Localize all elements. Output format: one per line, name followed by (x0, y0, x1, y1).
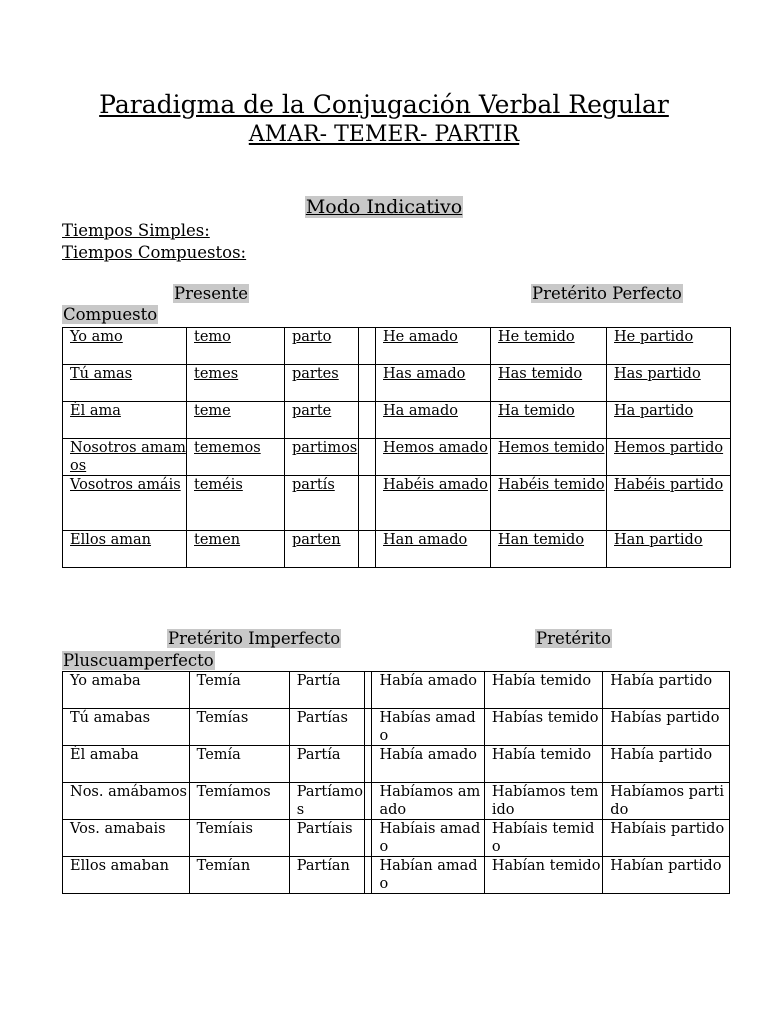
table-cell: Habíamos partido (603, 783, 730, 820)
table-cell: Temía (189, 672, 289, 709)
table-row (63, 439, 731, 476)
table-spacer-cell (359, 328, 376, 365)
table-spacer-cell (365, 709, 372, 746)
page-title: Paradigma de la Conjugación Verbal Regular (99, 90, 669, 119)
table-cell: Han amado (376, 531, 491, 568)
table-cell: parto (285, 328, 359, 365)
table-cell: Partías (289, 709, 365, 746)
table-row (63, 402, 731, 439)
table-spacer-cell (359, 531, 376, 568)
table-cell: parte (285, 402, 359, 439)
mode-heading: Modo Indicativo (305, 196, 463, 218)
table-cell: temes (187, 365, 285, 402)
table-cell: Vosotros amáis (63, 476, 187, 531)
table-cell: Temían (189, 857, 289, 894)
table-cell: Partían (289, 857, 365, 894)
table-cell: Hemos temido (491, 439, 607, 476)
table-cell: Yo amaba (63, 672, 190, 709)
table-cell: Habían temido (484, 857, 602, 894)
table-cell: Había amado (372, 672, 484, 709)
table-cell: Él ama (63, 402, 187, 439)
table-spacer-cell (365, 746, 372, 783)
section1-table (62, 327, 731, 568)
table-cell: Partíamos (289, 783, 365, 820)
table-row (63, 857, 730, 894)
page-subtitle: AMAR- TEMER- PARTIR (248, 122, 520, 147)
table-cell: Él amaba (63, 746, 190, 783)
table-cell: Has amado (376, 365, 491, 402)
table-cell: tememos (187, 439, 285, 476)
table-cell: Partía (289, 746, 365, 783)
table-cell: Habéis temido (491, 476, 607, 531)
compound-tenses-label: Tiempos Compuestos: (62, 243, 247, 262)
table-cell: Habías partido (603, 709, 730, 746)
table-cell: Habéis partido (607, 476, 731, 531)
section2-table (62, 671, 730, 894)
table-cell: Hemos amado (376, 439, 491, 476)
table-cell: Temías (189, 709, 289, 746)
table-cell: Has partido (607, 365, 731, 402)
table-spacer-cell (365, 672, 372, 709)
table-cell: Habéis amado (376, 476, 491, 531)
table-row (63, 531, 731, 568)
section2-left-heading: Pretérito Imperfecto (168, 629, 341, 648)
table-cell: partes (285, 365, 359, 402)
table-cell: Has temido (491, 365, 607, 402)
table-cell: partimos (285, 439, 359, 476)
table-cell: Habíamos temido (484, 783, 602, 820)
table-cell: Ellos amaban (63, 857, 190, 894)
table-cell: Vos. amabais (63, 820, 190, 857)
table-spacer-cell (359, 439, 376, 476)
section1-right-heading: Pretérito Perfecto (532, 284, 682, 303)
table-cell: Habíais temido (484, 820, 602, 857)
table-row (63, 476, 731, 531)
table-cell: Había amado (372, 746, 484, 783)
table-cell: Habían partido (603, 857, 730, 894)
table-cell: Han partido (607, 531, 731, 568)
section2-right-heading: Pretérito (536, 629, 611, 648)
table-spacer-cell (359, 402, 376, 439)
table-cell: He partido (607, 328, 731, 365)
table-cell: Hemos partido (607, 439, 731, 476)
table-cell: Había temido (484, 672, 602, 709)
table-cell: Habíais partido (603, 820, 730, 857)
table-cell: Temíais (189, 820, 289, 857)
table-cell: temo (187, 328, 285, 365)
table-cell: He amado (376, 328, 491, 365)
table-cell: Ha partido (607, 402, 731, 439)
table-spacer-cell (365, 857, 372, 894)
table-cell: Ha temido (491, 402, 607, 439)
section1-left-heading: Presente (174, 284, 249, 303)
table-spacer-cell (365, 820, 372, 857)
table-cell: Yo amo (63, 328, 187, 365)
table-cell: Había temido (484, 746, 602, 783)
table-spacer-cell (359, 476, 376, 531)
table-cell: Ellos aman (63, 531, 187, 568)
table-cell: Había partido (603, 746, 730, 783)
table-cell: Tú amas (63, 365, 187, 402)
simple-tenses-label: Tiempos Simples: (62, 221, 210, 240)
table-cell: temen (187, 531, 285, 568)
section2-right-heading-cont: Pluscuamperfecto (63, 651, 214, 670)
table-cell: Nosotros amamos (63, 439, 187, 476)
table-row (63, 672, 730, 709)
table-spacer-cell (365, 783, 372, 820)
table-spacer-cell (359, 365, 376, 402)
table-cell: partís (285, 476, 359, 531)
section1-right-heading-cont: Compuesto (63, 305, 158, 324)
table-cell: Han temido (491, 531, 607, 568)
table-cell: Tú amabas (63, 709, 190, 746)
table-cell: Partíais (289, 820, 365, 857)
table-cell: Habías temido (484, 709, 602, 746)
table-cell: Temíamos (189, 783, 289, 820)
table-row (63, 328, 731, 365)
table-cell: Ha amado (376, 402, 491, 439)
table-row (63, 820, 730, 857)
table-cell: Partía (289, 672, 365, 709)
table-cell: Habían amado (372, 857, 484, 894)
table-cell: parten (285, 531, 359, 568)
table-cell: Había partido (603, 672, 730, 709)
table-cell: teméis (187, 476, 285, 531)
table-cell: teme (187, 402, 285, 439)
table-cell: Habíais amado (372, 820, 484, 857)
table-cell: He temido (491, 328, 607, 365)
table-cell: Habías amado (372, 709, 484, 746)
table-row (63, 783, 730, 820)
table-cell: Habíamos amado (372, 783, 484, 820)
table-row (63, 365, 731, 402)
table-row (63, 709, 730, 746)
table-cell: Temía (189, 746, 289, 783)
table-row (63, 746, 730, 783)
table-cell: Nos. amábamos (63, 783, 190, 820)
